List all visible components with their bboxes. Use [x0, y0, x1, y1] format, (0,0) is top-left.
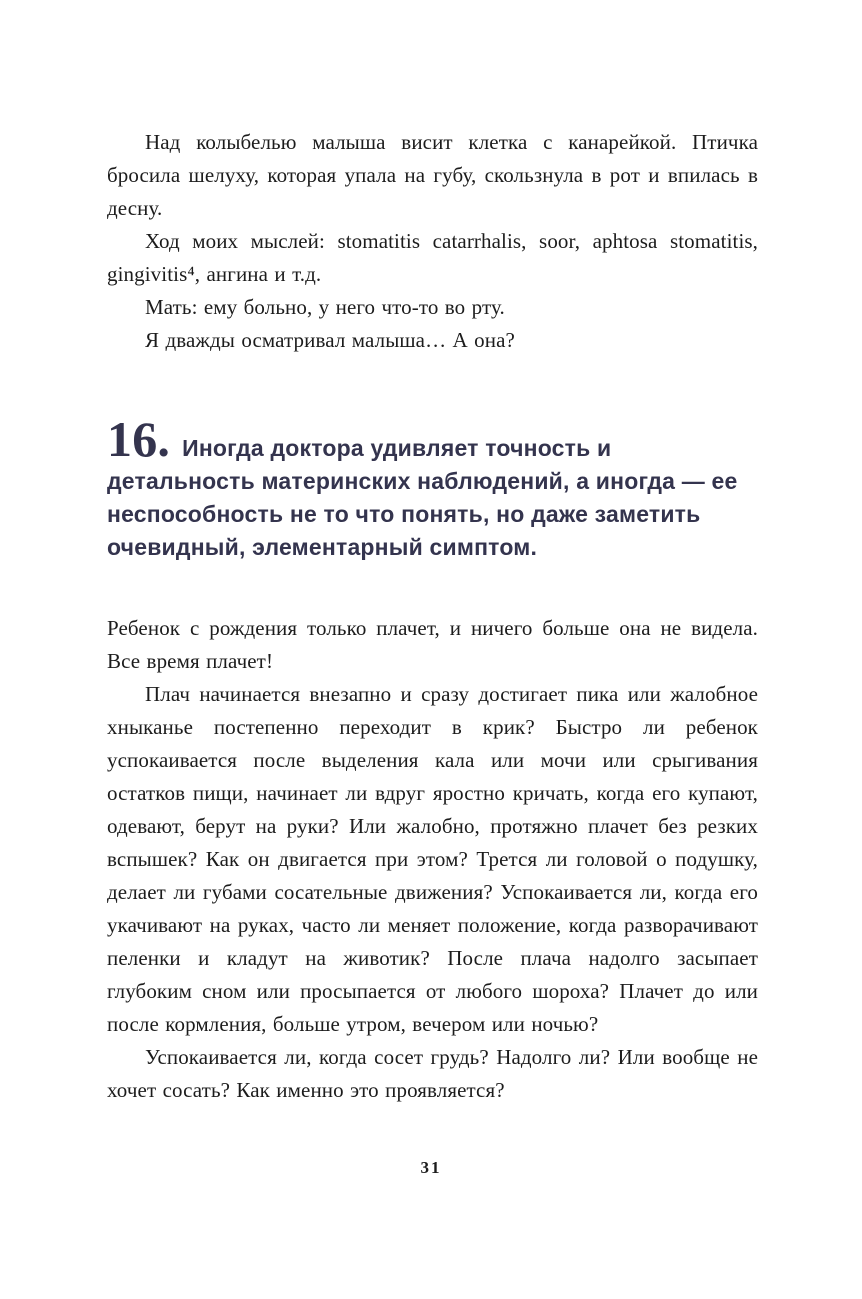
body-paragraph: Ребенок с рождения только плачет, и ничего больше она не видела. Все время плачет! — [107, 616, 758, 673]
body-paragraph: Успокаивается ли, когда сосет грудь? Надолго ли? Или вообще не хочет сосать? Как именно это проявляется? — [107, 1045, 758, 1102]
page-content — [107, 0, 758, 1107]
section-title: Иногда доктора удивляет точность и детальность материнских наблюдений, а иногда — ее неспособность не то что понять, но даже заметить очевидный, элементарный симптом. — [107, 435, 738, 560]
intro-paragraph: Над колыбелью малыша висит клетка с канарейкой. Птичка бросила шелуху, которая упала на губу, скользнула в рот и впилась в десну. — [107, 130, 758, 220]
section-number: 16. — [107, 411, 171, 467]
page-number: 31 — [420, 1158, 442, 1177]
intro-paragraph: Я дважды осматривал малыша… А она? — [145, 328, 515, 352]
section-heading — [107, 411, 758, 564]
intro-paragraph: Мать: ему больно, у него что-то во рту. — [145, 295, 505, 319]
body-paragraph: Плач начинается внезапно и сразу достигает пика или жалобное хныканье постепенно переходит в крик? Быстро ли ребенок успокаивается после выделения кала или мочи или срыгивания остатков пищи, начинает ли вдруг яростно кричать, когда его купают, одевают, берут на руки? Или жалобно, протяжно плачет без резких вспышек? Как он двигается при этом? Трется ли головой о подушку, делает ли губами сосательные движения? Успокаивается ли, когда его укачивают на руках, часто ли меняет положение, когда разворачивают пеленки и кладут на животик? После плача надолго засыпает глубоким сном или просыпается от любого шороха? Плачет до или после кормления, больше утром, вечером или ночью? — [107, 682, 758, 1036]
intro-paragraph: Ход моих мыслей: stomatitis catarrhalis, soor, aphtosa stomatitis, gingivitis⁴, ангина и т.д. — [107, 229, 758, 286]
